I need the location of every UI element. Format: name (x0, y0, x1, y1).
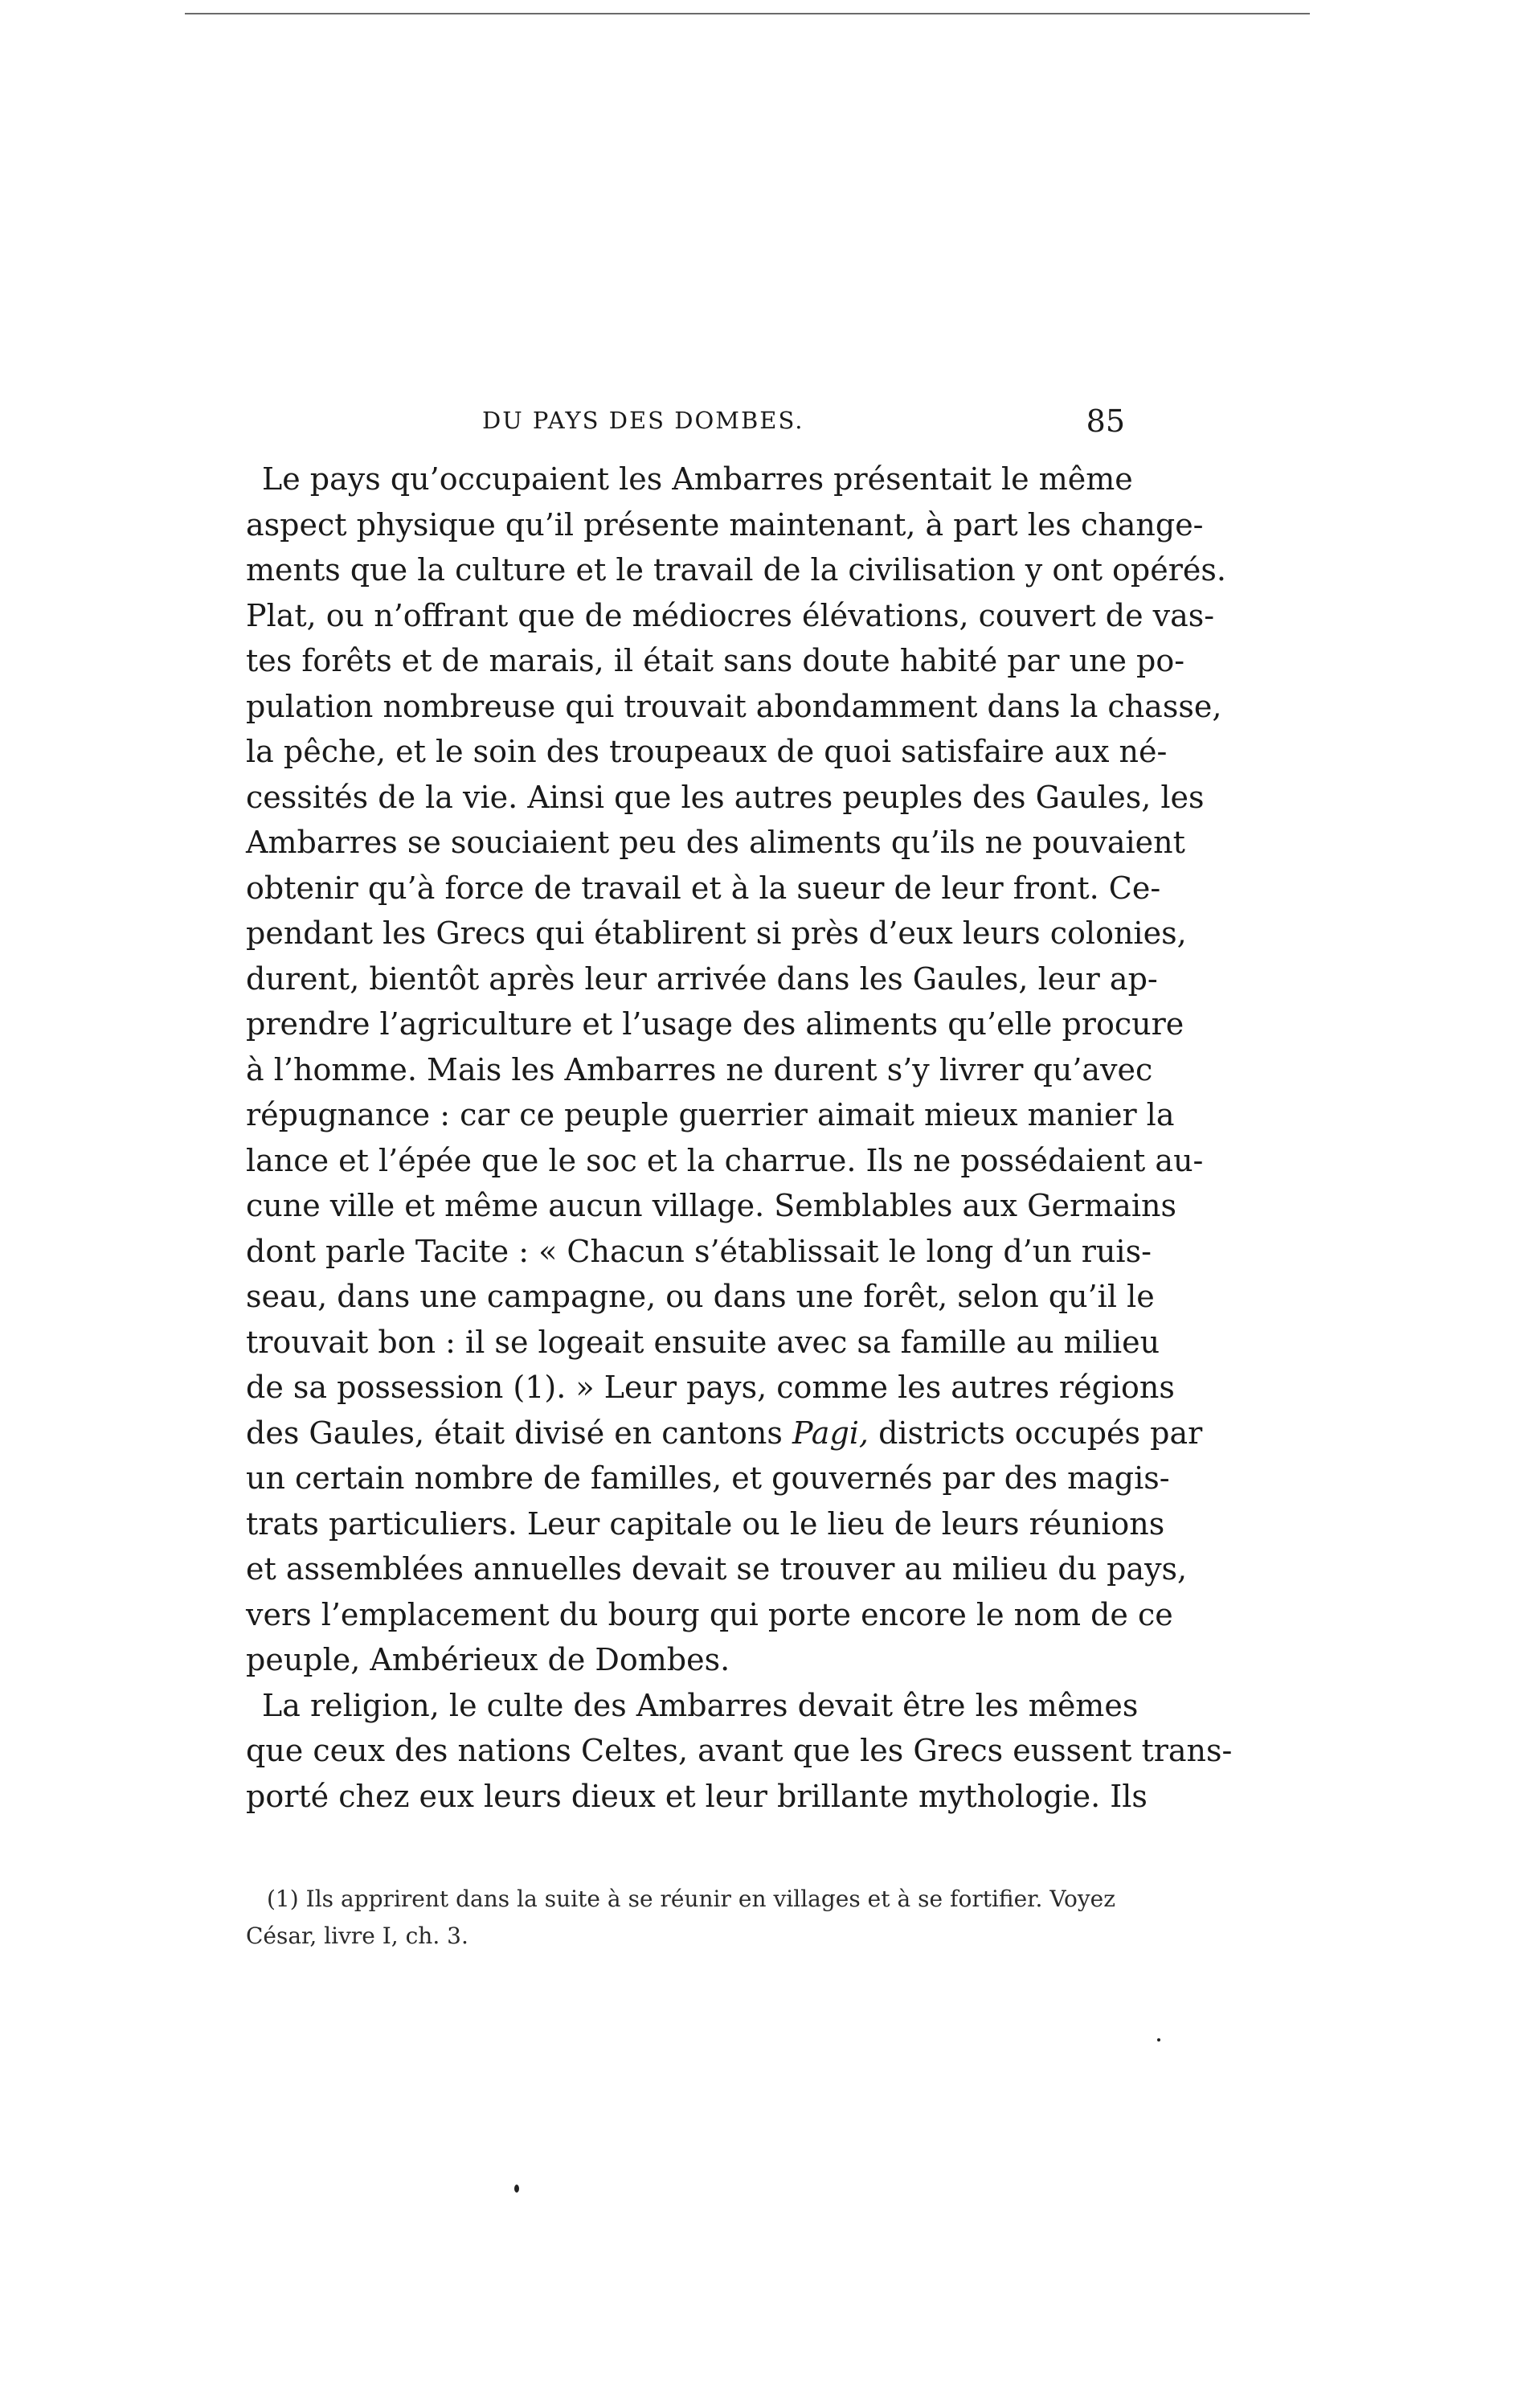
text-line: Ambarres se souciaient peu des aliments qu’ils ne pouvaient (246, 825, 1185, 860)
text-line: que ceux des nations Celtes, avant que les Grecs eussent trans- (246, 1733, 1233, 1768)
text-line-mixed (246, 1411, 1203, 1456)
text-line: lance et l’épée que le soc et la charrue. Ils ne possédaient au- (246, 1142, 1204, 1178)
footnote (246, 1881, 1115, 1955)
text-line: la pêche, et le soin des troupeaux de quoi satisfaire aux né- (246, 734, 1168, 769)
text-line: pendant les Grecs qui établirent si près d’eux leurs colonies, (246, 915, 1187, 951)
text-line: seau, dans une campagne, ou dans une forêt, selon qu’il le (246, 1279, 1155, 1314)
ink-speck (514, 2185, 519, 2193)
text-line: aspect physique qu’il présente maintenant, à part les change- (246, 506, 1204, 543)
footnote-line: (1) Ils apprirent dans la suite à se réunir en villages et à se fortifier. Voyez (267, 1886, 1115, 1912)
running-head: DU PAYS DES DOMBES. (482, 407, 804, 434)
text-line: trats particuliers. Leur capitale ou le lieu de leurs réunions (246, 1505, 1165, 1542)
ink-speck (1157, 2038, 1160, 2041)
text-line: répugnance : car ce peuple guerrier aimait mieux manier la (246, 1097, 1175, 1132)
text-line: trouvait bon : il se logeait ensuite avec sa famille au milieu (246, 1324, 1160, 1360)
text-line: à l’homme. Mais les Ambarres ne durent s’y livrer qu’avec (246, 1051, 1153, 1087)
page-number: 85 (1086, 403, 1125, 439)
text-line: Plat, ou n’offrant que de médiocres élévations, couvert de vas- (246, 597, 1215, 633)
text-line: cessités de la vie. Ainsi que les autres peuples des Gaules, les (246, 779, 1205, 815)
text-line: La religion, le culte des Ambarres devait être les mêmes (262, 1687, 1139, 1723)
text-line: Le pays qu’occupaient les Ambarres présentait le même (262, 461, 1133, 497)
text-line: pulation nombreuse qui trouvait abondamment dans la chasse, (246, 688, 1222, 724)
body-text (246, 457, 1233, 1819)
text-line: un certain nombre de familles, et gouvernés par des magis- (246, 1460, 1170, 1496)
top-rule (185, 13, 1310, 14)
text-line: obtenir qu’à force de travail et à la sueur de leur front. Ce- (246, 870, 1161, 906)
text-line: durent, bientôt après leur arrivée dans les Gaules, leur ap- (246, 960, 1158, 997)
text-line: de sa possession (1). » Leur pays, comme les autres régions (246, 1370, 1175, 1405)
text-line: dont parle Tacite : « Chacun s’établissait le long d’un ruis- (246, 1233, 1152, 1269)
text-span: districts occupés par (878, 1415, 1203, 1451)
text-line: ments que la culture et le travail de la civilisation y ont opérés. (246, 552, 1226, 588)
text-line: prendre l’agriculture et l’usage des aliments qu’elle procure (246, 1006, 1184, 1042)
text-line: tes forêts et de marais, il était sans doute habité par une po- (246, 643, 1185, 678)
text-line: vers l’emplacement du bourg qui porte encore le nom de ce (246, 1596, 1173, 1632)
italic-term: Pagi, (792, 1415, 869, 1451)
text-line: peuple, Ambérieux de Dombes. (246, 1642, 730, 1677)
page-header (241, 403, 1125, 444)
footnote-line: César, livre I, ch. 3. (246, 1923, 468, 1949)
text-line: cune ville et même aucun village. Semblables aux Germains (246, 1188, 1176, 1223)
text-line: et assemblées annuelles devait se trouver au milieu du pays, (246, 1551, 1188, 1587)
text-line: porté chez eux leurs dieux et leur brillante mythologie. Ils (246, 1778, 1148, 1814)
text-span: des Gaules, était divisé en cantons (246, 1415, 783, 1451)
